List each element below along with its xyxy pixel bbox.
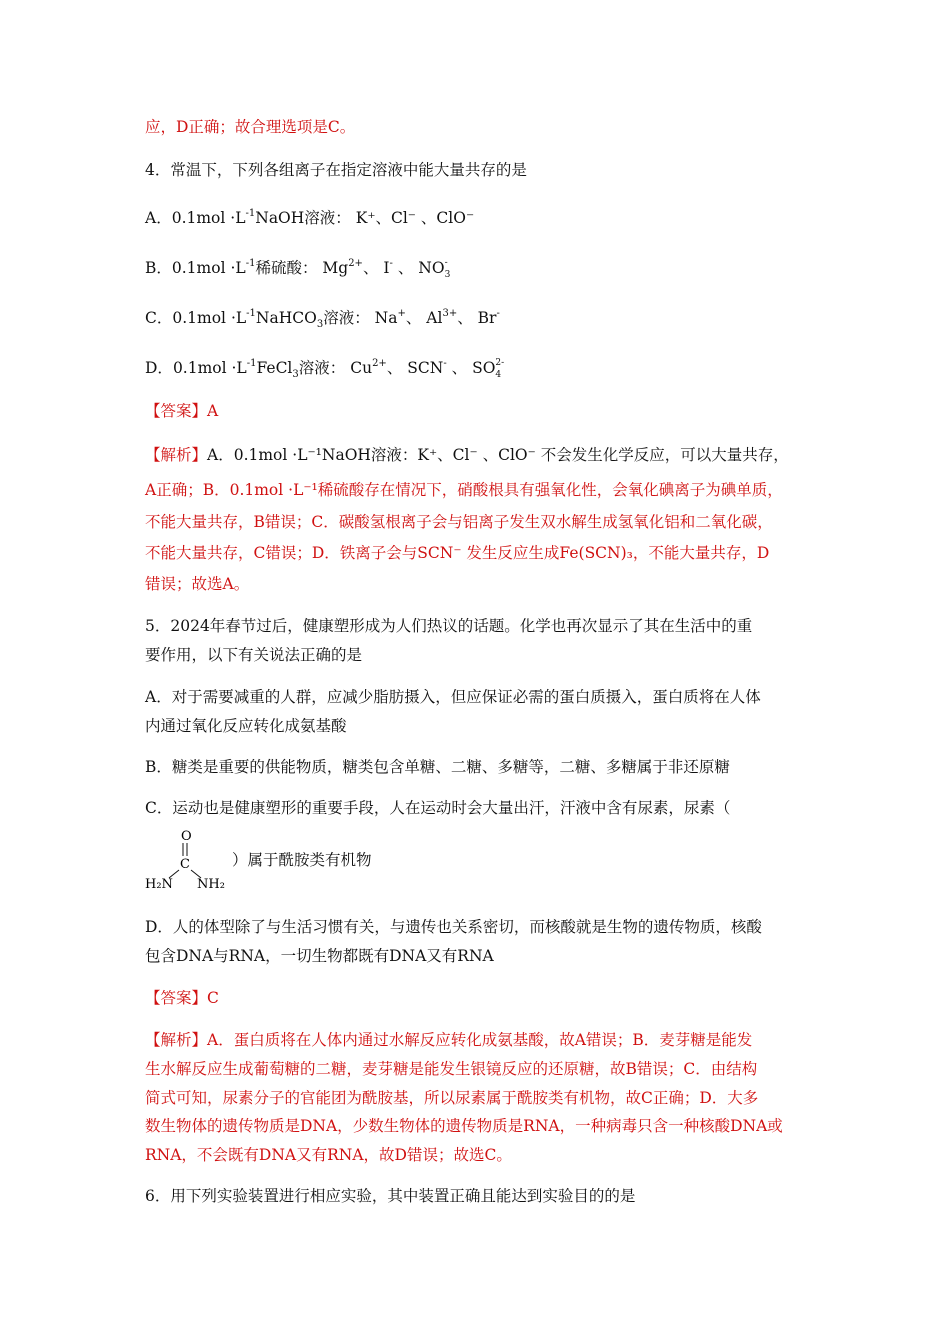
q5-option-b: B．糖类是重要的供能物质，糖类包含单糖、二糖、多糖等，二糖、多糖属于非还原糖 — [145, 758, 730, 776]
q5-stem-line-2: 要作用，以下有关说法正确的是 — [145, 646, 363, 664]
q5-option-c-line-2: ）属于酰胺类有机物 — [232, 851, 372, 869]
q4-stem: 4．常温下，下列各组离子在指定溶液中能大量共存的是 — [145, 161, 527, 179]
q5-analysis-line-2: 生水解反应生成葡萄糖的二糖，麦芽糖是能发生银镜反应的还原糖，故B错误；C．由结构 — [145, 1060, 758, 1078]
q4-option-b: B．$0.1mol \cdot L^{-1}$稀硫酸： $Mg^{2+}$、 I- 、 NO - 3 — [145, 258, 451, 280]
urea-carbon: C — [180, 857, 190, 872]
q4-option-a: A．$0.1mol \cdot L^{-1}NaOH$溶液： K⁺、Cl⁻ 、ClO⁻ — [145, 208, 475, 227]
q5-stem-line-1: 5．2024年春节过后，健康塑形成为人们热议的话题。化学也再次显示了其在生活中的重 — [145, 617, 753, 635]
urea-oxygen: O — [181, 829, 192, 844]
q5-option-a-line-1: A．对于需要减重的人群，应减少脂肪摄入，但应保证必需的蛋白质摄入，蛋白质将在人体 — [145, 688, 761, 706]
q6-stem: 6．用下列实验装置进行相应实验，其中装置正确且能达到实验目的的是 — [145, 1187, 636, 1205]
q5-analysis-line-5: RNA，不会既有DNA又有RNA，故D错误；故选C。 — [145, 1146, 512, 1164]
q5-option-d-line-2: 包含DNA与RNA，一切生物都既有DNA又有RNA — [145, 947, 494, 965]
q4-analysis-line-2: A正确；B．0.1mol ·L⁻¹稀硫酸存在情况下，硝酸根具有强氧化性，会氧化碘离子为碘单质， — [145, 481, 783, 499]
q4-option-d: D．$0.1mol \cdot L^{-1}FeCl_3$溶液： $Cu^{2+}$、 SCN- 、 SO 2- 4 — [145, 358, 505, 380]
q4-analysis-line-5: 错误；故选A。 — [145, 575, 250, 593]
q4-analysis-line-3: 不能大量共存，B错误；C．碳酸氢根离子会与铝离子发生双水解生成氢氧化铝和二氧化碳， — [145, 513, 773, 531]
q4-analysis-line-4: 不能大量共存，C错误；D．铁离子会与SCN⁻ 发生反应生成Fe(SCN)₃，不能大量共存，D — [145, 544, 770, 562]
urea-amine-left: H₂N — [145, 877, 173, 890]
prev-analysis-end: 应，D正确；故合理选项是C。 — [145, 118, 356, 136]
q4-option-c: C．$0.1mol \cdot L^{-1}NaHCO_3$溶液： Na+、 $Al^{3+}$、 Br- — [145, 308, 500, 330]
q5-option-a-line-2: 内通过氧化反应转化成氨基酸 — [145, 717, 347, 735]
q5-analysis-line-1: 【解析】A．蛋白质将在人体内通过水解反应转化成氨基酸，故A错误；B．麦芽糖是能发 — [145, 1031, 753, 1049]
q5-analysis-line-3: 简式可知，尿素分子的官能团为酰胺基，所以尿素属于酰胺类有机物，故C正确；D．大多 — [145, 1089, 759, 1107]
q5-analysis-line-4: 数生物体的遗传物质是DNA，少数生物体的遗传物质是RNA，一种病毒只含一种核酸DNA或 — [145, 1117, 783, 1135]
urea-amine-right: NH₂ — [197, 877, 225, 890]
q5-answer: 【答案】C — [145, 989, 219, 1007]
q5-option-d-line-1: D．人的体型除了与生活习惯有关，与遗传也关系密切，而核酸就是生物的遗传物质，核酸 — [145, 918, 762, 936]
q4-analysis-line-1: 【解析】A．0.1mol ·L⁻¹NaOH溶液：K⁺、Cl⁻ 、ClO⁻ 不会发生化学反应，可以大量共存， — [145, 446, 789, 464]
urea-structure — [145, 826, 240, 890]
q4-answer: 【答案】A — [145, 402, 219, 420]
q5-option-c-line-1: C．运动也是健康塑形的重要手段，人在运动时会大量出汗，汗液中含有尿素，尿素（ — [145, 799, 731, 817]
